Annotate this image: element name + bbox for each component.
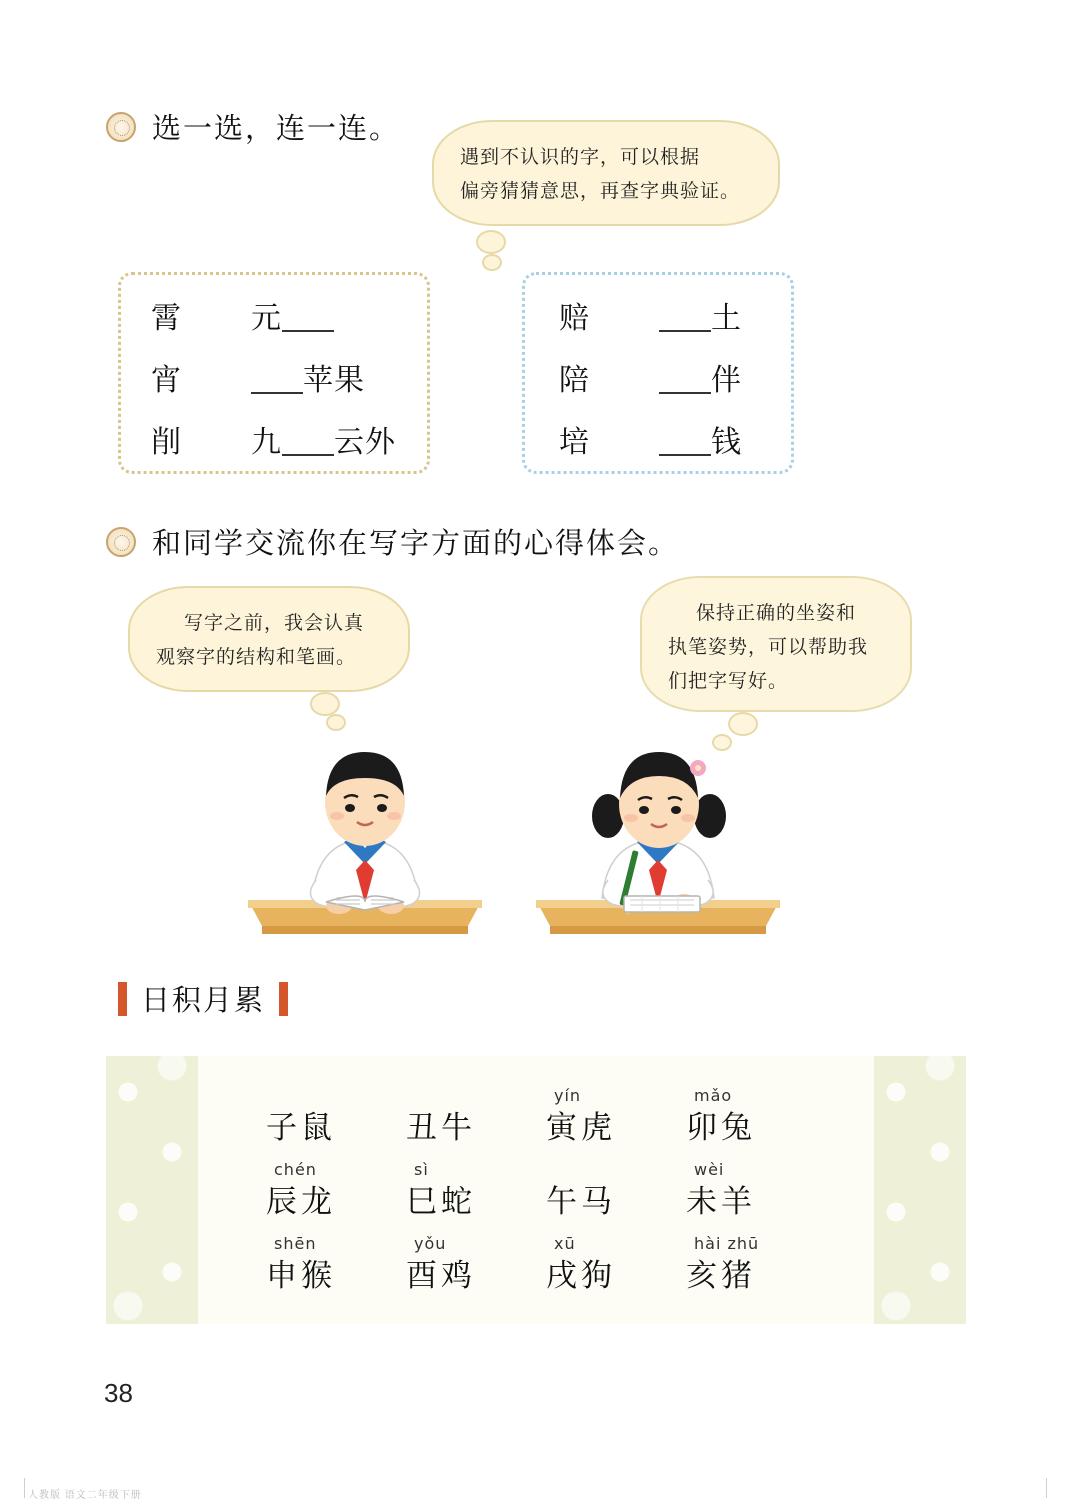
ornament-right	[874, 1056, 966, 1324]
girl-illustration	[528, 730, 788, 955]
zodiac-word: 寅虎	[546, 1110, 616, 1146]
answer-blank[interactable]	[282, 306, 334, 332]
match-char: 宵	[151, 363, 182, 398]
boy-illustration	[240, 730, 490, 955]
bubble-tail-large	[476, 230, 506, 254]
match-word-suffix: 伴	[711, 363, 742, 398]
match-word[interactable]	[659, 293, 742, 337]
boy-speech-bubble	[128, 586, 410, 692]
boy-reading-svg	[240, 730, 490, 950]
girl-speech-bubble	[640, 576, 912, 712]
zodiac-cell	[686, 1234, 826, 1308]
exercise-1-header	[106, 106, 400, 147]
pinyin: chén	[274, 1160, 317, 1179]
match-box-left[interactable]	[118, 272, 430, 474]
match-char: 培	[559, 425, 590, 460]
zodiac-word: 亥猪	[686, 1258, 756, 1294]
ornament-left	[106, 1056, 198, 1324]
zodiac-cell	[266, 1234, 406, 1308]
match-word-suffix: 云外	[334, 425, 396, 460]
pinyin: hài zhū	[694, 1234, 760, 1253]
match-char: 削	[151, 425, 182, 460]
match-word-prefix: 九	[251, 425, 282, 460]
pinyin: yín	[554, 1086, 582, 1105]
zodiac-row	[266, 1086, 826, 1160]
match-word-suffix: 钱	[711, 425, 742, 460]
zodiac-word: 戌狗	[546, 1258, 616, 1294]
tip-speech-bubble	[432, 120, 780, 226]
pinyin: shēn	[274, 1234, 317, 1253]
pinyin: wèi	[694, 1160, 725, 1179]
zodiac-word: 午马	[546, 1184, 616, 1220]
zodiac-word: 酉鸡	[406, 1258, 476, 1294]
match-row[interactable]	[525, 293, 791, 355]
zodiac-cell	[686, 1086, 826, 1160]
answer-blank[interactable]	[659, 430, 711, 456]
pinyin: mǎo	[694, 1086, 733, 1105]
zodiac-grid	[266, 1086, 826, 1308]
zodiac-cell	[266, 1086, 406, 1160]
tick-mark-left-icon	[118, 982, 127, 1016]
zodiac-cell	[406, 1086, 546, 1160]
answer-blank[interactable]	[659, 368, 711, 394]
match-char: 赔	[559, 301, 590, 336]
match-word-prefix: 元	[251, 301, 282, 336]
match-word[interactable]	[659, 355, 742, 399]
zodiac-row	[266, 1234, 826, 1308]
zodiac-cell	[546, 1234, 686, 1308]
flower-bullet-icon	[106, 527, 136, 557]
footer-imprint: 人教版 语文二年级下册	[28, 1490, 142, 1501]
match-word[interactable]	[659, 417, 742, 461]
bubble-tail-small	[326, 714, 346, 731]
crop-mark-right	[1046, 1478, 1047, 1498]
tip-line-1: 遇到不认识的字，可以根据	[460, 146, 701, 168]
match-row[interactable]	[525, 417, 791, 479]
pinyin: xū	[554, 1234, 576, 1253]
match-word[interactable]	[251, 417, 396, 461]
exercise-1-title: 选一选，连一连。	[152, 111, 401, 145]
match-word[interactable]	[251, 355, 365, 399]
section-title: 日积月累	[141, 983, 266, 1017]
girl-bubble-line-3: 们把字写好。	[668, 670, 789, 692]
tick-mark-right-icon	[279, 982, 288, 1016]
answer-blank[interactable]	[659, 306, 711, 332]
boy-bubble-line-2: 观察字的结构和笔画。	[156, 646, 357, 668]
zodiac-panel	[106, 1056, 966, 1324]
zodiac-word: 卯兔	[686, 1110, 756, 1146]
match-row[interactable]	[121, 293, 427, 355]
zodiac-word: 巳蛇	[406, 1184, 476, 1220]
flower-bullet-icon	[106, 112, 136, 142]
match-word[interactable]	[251, 293, 334, 337]
match-char: 霄	[151, 301, 182, 336]
match-char: 陪	[559, 363, 590, 398]
zodiac-cell	[406, 1234, 546, 1308]
answer-blank[interactable]	[282, 430, 334, 456]
zodiac-word: 未羊	[686, 1184, 756, 1220]
pinyin: sì	[414, 1160, 429, 1179]
girl-writing-svg	[528, 730, 788, 950]
zodiac-word: 丑牛	[406, 1110, 476, 1146]
exercise-2-title: 和同学交流你在写字方面的心得体会。	[152, 526, 680, 560]
tip-line-2: 偏旁猜猜意思，再查字典验证。	[460, 180, 741, 202]
bubble-tail-small	[482, 254, 502, 271]
answer-blank[interactable]	[251, 368, 303, 394]
boy-bubble-line-1: 写字之前，我会认真	[184, 612, 365, 634]
match-row[interactable]	[525, 355, 791, 417]
crop-mark-left	[24, 1478, 25, 1498]
match-row[interactable]	[121, 417, 427, 479]
zodiac-cell	[546, 1160, 686, 1234]
zodiac-cell	[266, 1160, 406, 1234]
bubble-tail-large	[310, 692, 340, 716]
zodiac-word: 子鼠	[266, 1110, 336, 1146]
pinyin: yǒu	[414, 1234, 447, 1253]
zodiac-cell	[406, 1160, 546, 1234]
exercise-2-header	[106, 521, 679, 562]
page-number: 38	[104, 1378, 133, 1408]
zodiac-cell	[546, 1086, 686, 1160]
match-box-right[interactable]	[522, 272, 794, 474]
match-word-suffix: 苹果	[303, 363, 365, 398]
zodiac-word: 辰龙	[266, 1184, 336, 1220]
zodiac-cell	[686, 1160, 826, 1234]
zodiac-word: 申猴	[266, 1258, 336, 1294]
zodiac-row	[266, 1160, 826, 1234]
girl-bubble-line-1: 保持正确的坐姿和	[696, 602, 857, 624]
match-word-suffix: 土	[711, 301, 742, 336]
girl-bubble-line-2: 执笔姿势，可以帮助我	[668, 636, 869, 658]
match-row[interactable]	[121, 355, 427, 417]
section-header-riji	[118, 978, 288, 1019]
